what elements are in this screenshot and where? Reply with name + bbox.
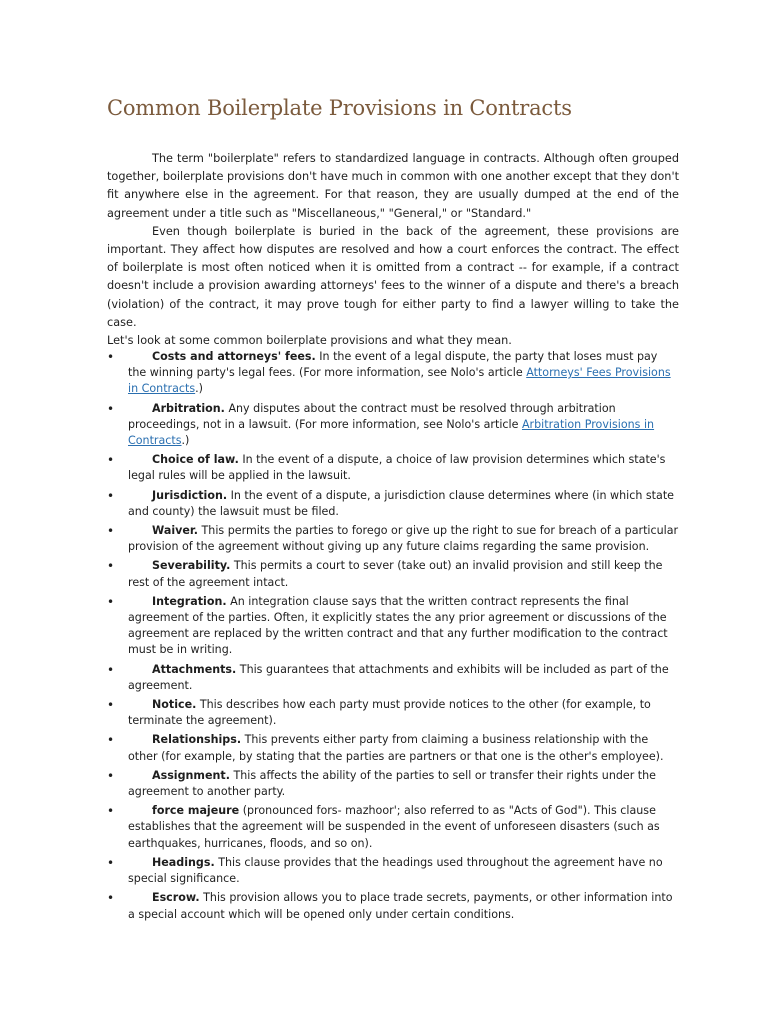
- provision-text: This describes how each party must provide notices to the other (for example, to terminate the agreement).: [128, 698, 651, 728]
- provisions-list: [107, 349, 679, 926]
- provision-term: force majeure: [152, 804, 240, 818]
- bullet-icon: •: [107, 662, 115, 677]
- provision-term: Choice of law.: [152, 453, 239, 467]
- bullet-icon: •: [107, 559, 115, 574]
- intro-paragraph: The term "boilerplate" refers to standardized language in contracts. Although often grouped together, boilerplate provisions don't have much in common with one another except that they don't fit anywhere else in the agreement. For that reason, they are usually dumped at the end of the agreement under a title such as "Miscellaneous," "General," or "Standard.": [107, 152, 680, 220]
- provision-text-end: .): [181, 434, 190, 448]
- list-item: [107, 697, 679, 729]
- provision-text: (pronounced fors- mazhoor'; also referred to as "Acts of God"). This clause establishes that the agreement will be suspended in the event of unforeseen disasters (such as earthquakes, hurricanes, floods, and so on).: [128, 804, 660, 850]
- provision-text: In the event of a dispute, a choice of law provision determines which state's legal rules will be applied in the lawsuit.: [128, 453, 666, 483]
- list-item: [107, 558, 679, 590]
- provision-text: This permits a court to sever (take out) an invalid provision and still keep the rest of the agreement intact.: [128, 559, 663, 589]
- provision-term: Notice.: [152, 698, 197, 712]
- bullet-icon: •: [107, 855, 115, 870]
- provision-text: This guarantees that attachments and exhibits will be included as part of the agreement.: [128, 662, 669, 692]
- bullet-icon: •: [107, 453, 115, 468]
- bullet-icon: •: [107, 698, 115, 713]
- bullet-icon: •: [107, 768, 115, 783]
- bullet-icon: •: [107, 733, 115, 748]
- list-item: [107, 401, 679, 450]
- provision-term: Escrow.: [152, 891, 200, 905]
- provision-term: Jurisdiction.: [152, 488, 228, 502]
- list-item: [107, 732, 679, 764]
- provision-text: This prevents either party from claiming a business relationship with the other (for example, by stating that the parties are partners or that one is the other's employee).: [128, 733, 664, 763]
- list-item: [107, 662, 679, 694]
- bullet-icon: •: [107, 350, 115, 364]
- provision-text: This clause provides that the headings used throughout the agreement have no special significance.: [128, 855, 663, 886]
- list-item: [107, 855, 679, 887]
- provision-term: Assignment.: [152, 768, 230, 782]
- provision-term: Arbitration.: [152, 401, 225, 415]
- provision-text: This provision allows you to place trade secrets, payments, or other information into a special account which will be opened only under certain conditions.: [128, 891, 673, 921]
- intro-paragraph: Even though boilerplate is buried in the back of the agreement, these provisions are important. They affect how disputes are resolved and how a court enforces the contract. The effect of boilerplate is most often noticed when it is omitted from a contract -- for example, if a contract doesn't include a provision awarding attorneys' fees to the winner of a dispute and there's a breach (violation) of the contract, it may prove tough for either party to find a lawyer willing to take the case.: [107, 224, 679, 329]
- list-item: [107, 890, 679, 922]
- bullet-icon: •: [107, 488, 115, 503]
- list-item: [107, 594, 679, 659]
- list-item: [107, 349, 679, 398]
- provision-term: Relationships.: [152, 733, 242, 747]
- provision-text: This affects the ability of the parties to sell or transfer their rights under the agreement to another party.: [128, 768, 657, 799]
- bullet-icon: •: [107, 594, 115, 609]
- provision-term: Attachments.: [152, 662, 237, 676]
- provision-term: Costs and attorneys' fees.: [152, 350, 316, 363]
- list-item: [107, 452, 679, 484]
- provision-text-end: .): [195, 382, 204, 396]
- provision-text: In the event of a legal dispute, the party that loses must pay the winning party's legal fees. (For more information, see Nolo's article: [128, 350, 658, 380]
- bullet-icon: •: [107, 524, 115, 539]
- provision-text: Any disputes about the contract must be resolved through arbitration proceedings, not in a lawsuit. (For more information, see Nolo's article: [128, 401, 616, 431]
- attorneys-fees-link[interactable]: Attorneys' Fees Provisions in Contracts: [128, 366, 671, 396]
- provision-text: An integration clause says that the written contract represents the final agreement of the parties. Often, it explicitly states the any prior agreement or discussions of the agreement are replaced by the written contract and that any further modification to the contract must be in writing.: [128, 594, 668, 657]
- list-item: [107, 488, 679, 520]
- bullet-icon: •: [107, 401, 115, 416]
- provision-term: Headings.: [152, 855, 215, 869]
- provision-term: Integration.: [152, 594, 227, 608]
- provision-term: Waiver.: [152, 524, 198, 538]
- intro-section: [107, 150, 679, 350]
- bullet-icon: •: [107, 891, 115, 906]
- provision-term: Severability.: [152, 559, 231, 573]
- provision-text: In the event of a dispute, a jurisdiction clause determines where (in which state and county) the lawsuit must be filed.: [128, 488, 675, 518]
- arbitration-link[interactable]: Arbitration Provisions in Contracts: [128, 417, 655, 448]
- bullet-icon: •: [107, 804, 115, 819]
- list-item: [107, 768, 679, 800]
- page-title: Common Boilerplate Provisions in Contracts: [107, 96, 572, 120]
- intro-paragraph: Let's look at some common boilerplate provisions and what they mean.: [107, 334, 512, 348]
- list-item: [107, 523, 679, 555]
- provision-text: This permits the parties to forego or give up the right to sue for breach of a particular provision of the agreement without giving up any future claims regarding the same provision.: [128, 524, 679, 554]
- list-item: [107, 803, 679, 852]
